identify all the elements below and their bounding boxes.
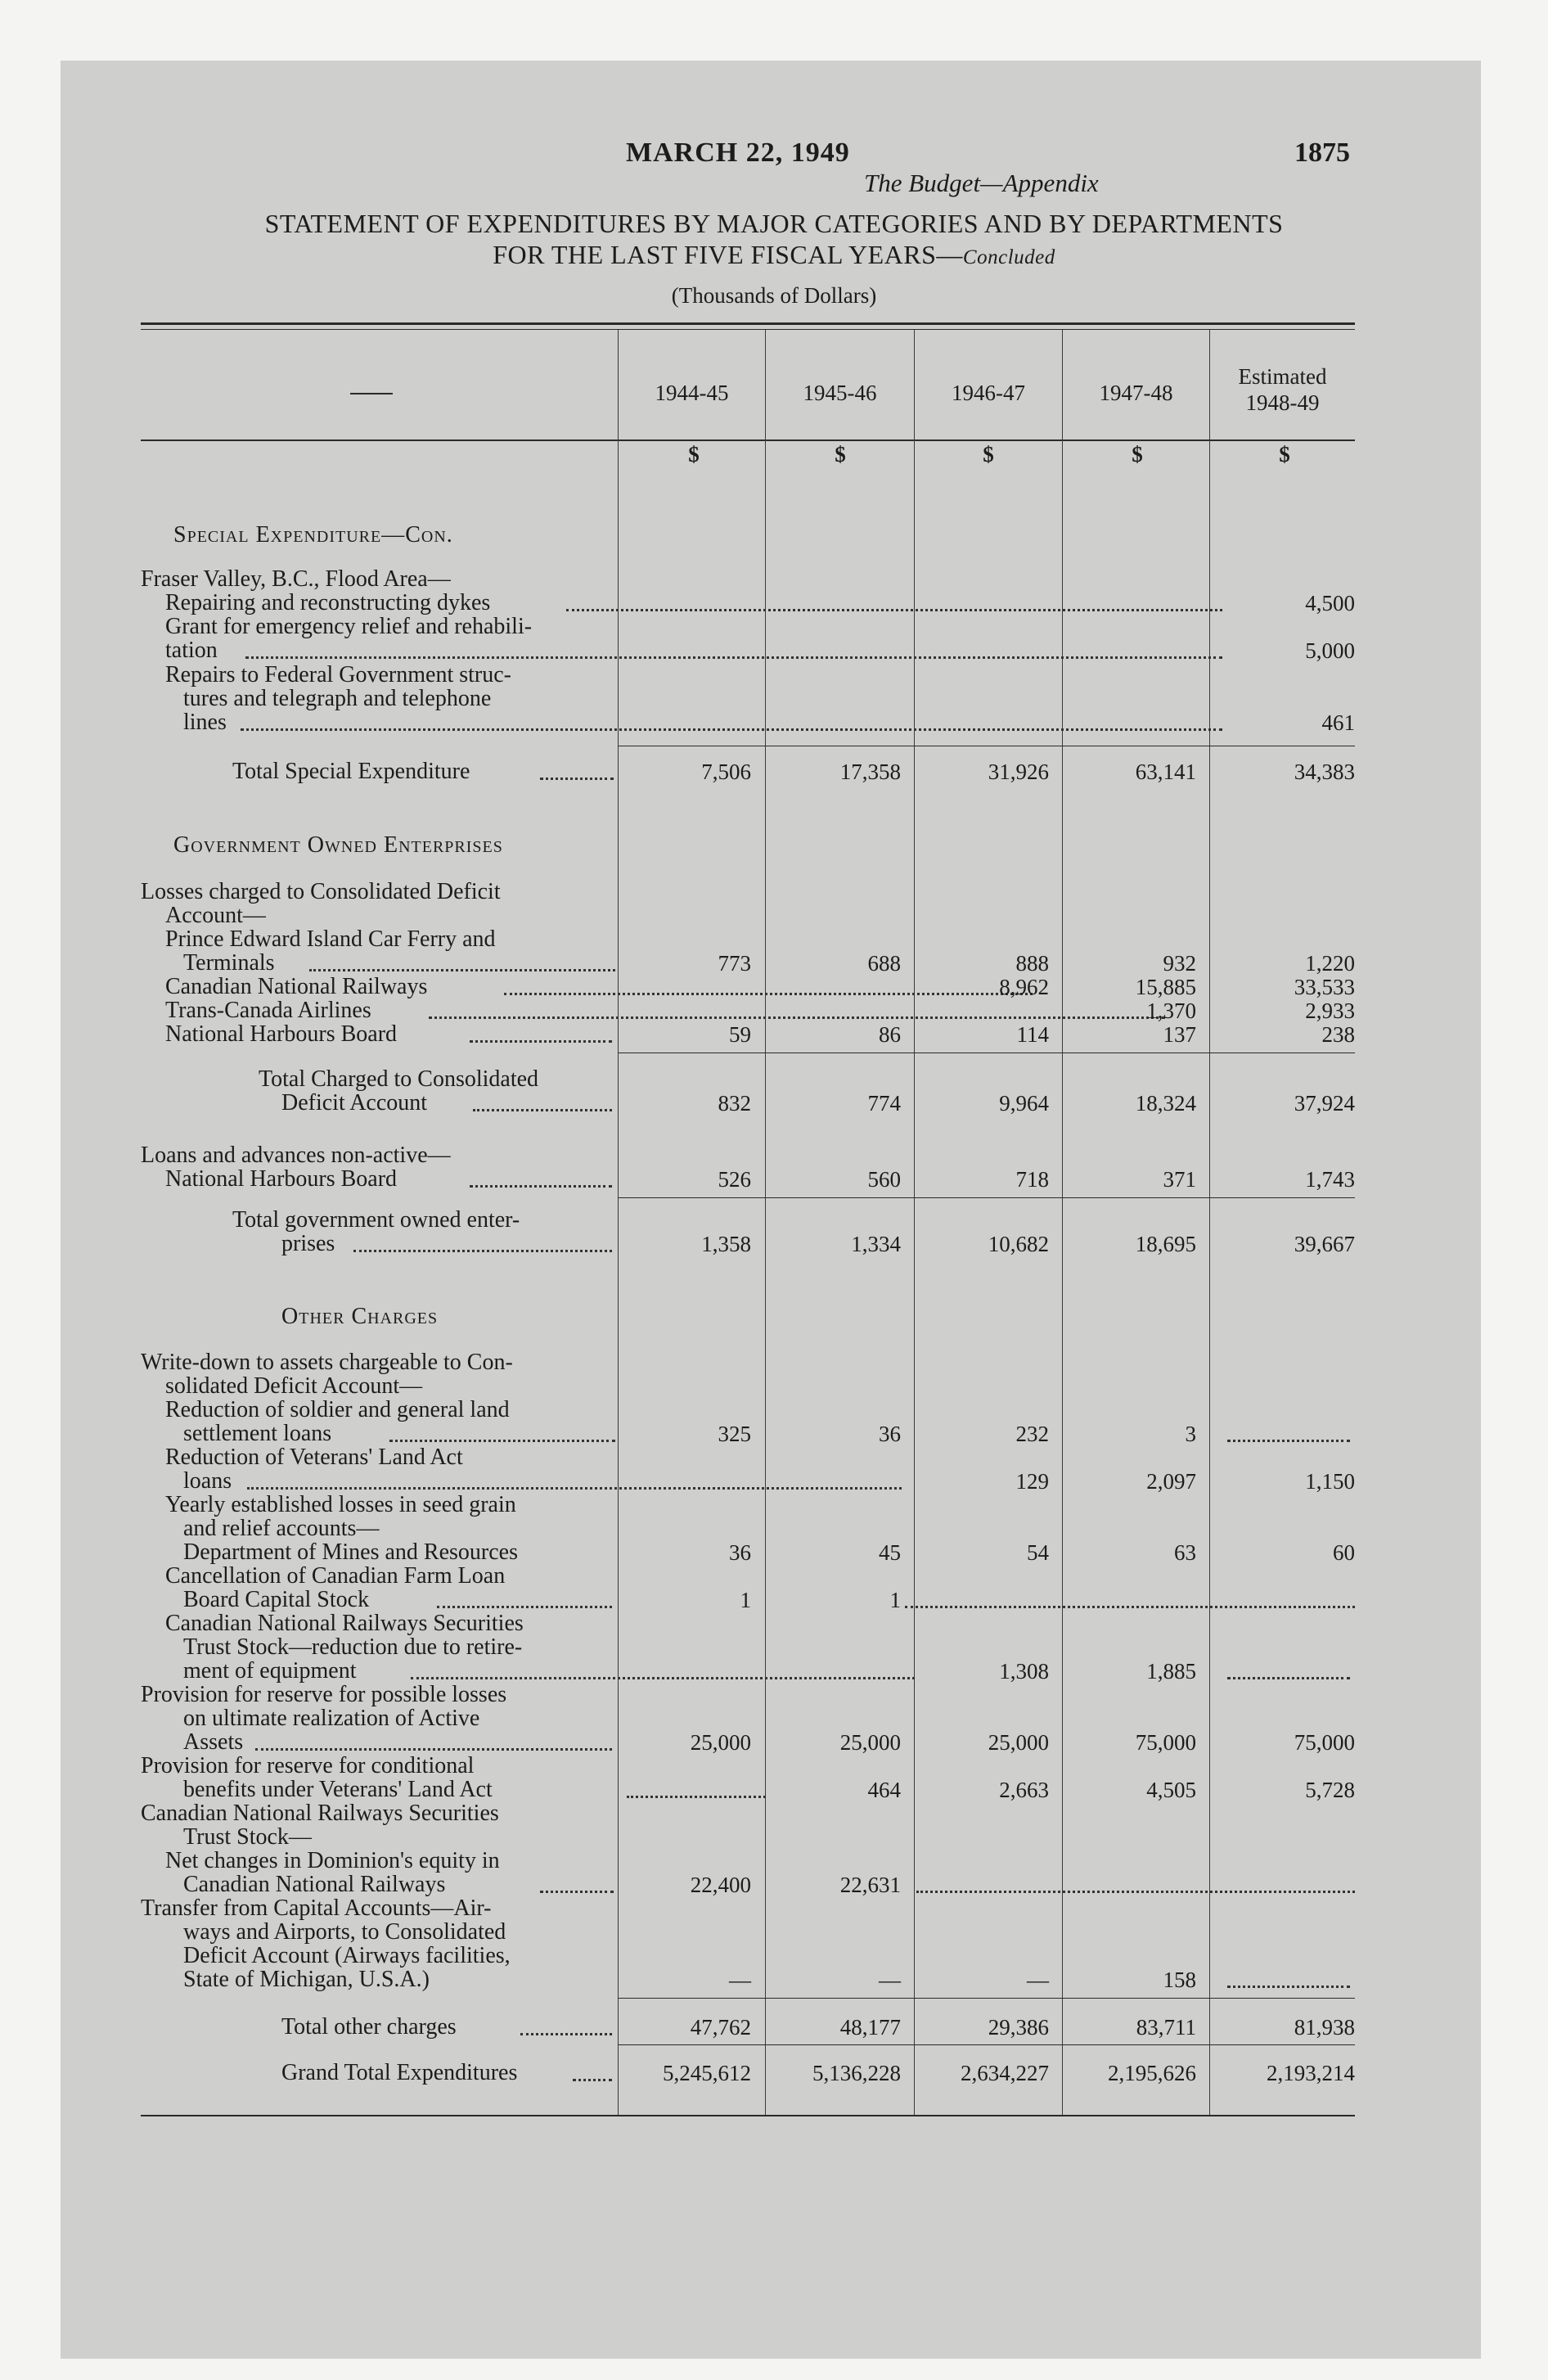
cell-value: 31,926 bbox=[988, 760, 1049, 784]
subtotal-rule bbox=[618, 1998, 1355, 1999]
table-bottom-rule bbox=[141, 2115, 1355, 2116]
row-label: Canadian National Railways bbox=[183, 1872, 446, 1897]
row-label: Transfer from Capital Accounts—Air- bbox=[141, 1895, 492, 1921]
cell-value: 45 bbox=[879, 1540, 901, 1565]
dot-leader bbox=[255, 1747, 612, 1751]
column-header: 1944-45 bbox=[655, 381, 729, 405]
header-bottom-rule bbox=[141, 439, 1355, 441]
cell-value: 60 bbox=[1333, 1540, 1355, 1565]
cell-value: 4,500 bbox=[1305, 591, 1355, 615]
row-label: Grand Total Expenditures bbox=[281, 2060, 518, 2085]
column-header: 1947-48 bbox=[1099, 381, 1173, 405]
dot-leader bbox=[916, 1889, 1355, 1893]
cell-value: 18,695 bbox=[1135, 1232, 1196, 1256]
row-label: Canadian National Railways Securities bbox=[141, 1801, 499, 1826]
cell-value: 54 bbox=[1027, 1540, 1049, 1565]
row-label: Canadian National Railways bbox=[165, 974, 428, 999]
cell-value: 2,097 bbox=[1146, 1469, 1196, 1494]
cell-value: 5,245,612 bbox=[663, 2061, 751, 2085]
cell-value: 2,663 bbox=[999, 1778, 1049, 1802]
cell-value: 33,533 bbox=[1294, 975, 1355, 999]
cell-value: 1,150 bbox=[1305, 1469, 1355, 1494]
cell-value: 5,136,228 bbox=[812, 2061, 901, 2085]
row-label: Deficit Account bbox=[281, 1090, 428, 1116]
row-label: Trust Stock— bbox=[183, 1824, 312, 1850]
dot-leader bbox=[905, 1604, 1355, 1608]
row-label: Trust Stock—reduction due to retire- bbox=[183, 1634, 523, 1660]
cell-value: 47,762 bbox=[690, 2015, 751, 2040]
row-label: Net changes in Dominion's equity in bbox=[165, 1848, 500, 1873]
row-label: Provision for reserve for conditional bbox=[141, 1753, 475, 1778]
dot-leader bbox=[309, 967, 615, 971]
row-label: Assets bbox=[183, 1729, 244, 1755]
page-running-head: The Budget—Appendix bbox=[864, 169, 1099, 197]
subtotal-rule bbox=[618, 1197, 1355, 1198]
row-label: lines bbox=[183, 710, 227, 735]
row-label: Canadian National Railways Securities bbox=[165, 1611, 524, 1636]
dot-leader bbox=[566, 607, 1222, 611]
cell-value: 774 bbox=[867, 1091, 901, 1116]
cell-value: 8,962 bbox=[999, 975, 1049, 999]
cell-value: 25,000 bbox=[839, 1730, 901, 1755]
cell-value: 75,000 bbox=[1294, 1730, 1355, 1755]
cell-value: 29,386 bbox=[988, 2015, 1049, 2040]
cell-value: 2,933 bbox=[1305, 998, 1355, 1023]
table-top-rule-thin bbox=[141, 329, 1355, 330]
cell-value: 17,358 bbox=[839, 760, 901, 784]
cell-value: 2,195,626 bbox=[1108, 2061, 1196, 2085]
cell-value: 526 bbox=[718, 1167, 751, 1192]
cell-value: 1,370 bbox=[1146, 998, 1196, 1023]
cell-value: 22,631 bbox=[839, 1873, 901, 1897]
cell-value: 48,177 bbox=[839, 2015, 901, 2040]
cell-value: 3 bbox=[1185, 1422, 1196, 1446]
cell-value: 932 bbox=[1163, 951, 1196, 976]
cell-value: 773 bbox=[718, 951, 751, 976]
currency-sign: $ bbox=[1279, 442, 1290, 467]
dot-leader bbox=[573, 2077, 612, 2081]
dot-leader bbox=[245, 655, 1222, 659]
cell-value: 888 bbox=[1015, 951, 1049, 976]
cell-value: 832 bbox=[718, 1091, 751, 1116]
page-number: 1875 bbox=[1294, 137, 1350, 168]
cell-value: 718 bbox=[1015, 1167, 1049, 1192]
cell-value: 158 bbox=[1163, 1968, 1196, 1992]
cell-value: 1 bbox=[740, 1588, 751, 1612]
statement-title-line2: FOR THE LAST FIVE FISCAL YEARS—Concluded bbox=[493, 240, 1055, 269]
cell-value: 1,308 bbox=[999, 1659, 1049, 1684]
row-label: National Harbours Board bbox=[165, 1166, 398, 1192]
row-label: on ultimate realization of Active bbox=[183, 1706, 480, 1731]
cell-value: 1 bbox=[889, 1588, 901, 1612]
cell-value: 464 bbox=[867, 1778, 901, 1802]
row-label: Total government owned enter- bbox=[232, 1207, 520, 1233]
cell-value: 2,193,214 bbox=[1267, 2061, 1355, 2085]
row-label: Fraser Valley, B.C., Flood Area— bbox=[141, 566, 451, 592]
row-label: Account— bbox=[165, 903, 266, 928]
column-header: 1945-46 bbox=[803, 381, 877, 405]
row-label: and relief accounts— bbox=[183, 1516, 380, 1541]
row-label: Reduction of Veterans' Land Act bbox=[165, 1445, 463, 1470]
cell-value: 5,728 bbox=[1305, 1778, 1355, 1802]
column-divider bbox=[914, 330, 915, 2115]
cell-value: 63 bbox=[1174, 1540, 1196, 1565]
cell-value: 22,400 bbox=[690, 1873, 751, 1897]
row-label: Cancellation of Canadian Farm Loan bbox=[165, 1563, 506, 1589]
dot-leader bbox=[540, 776, 614, 780]
cell-value: — bbox=[729, 1968, 751, 1992]
currency-sign: $ bbox=[835, 442, 846, 467]
table-top-rule bbox=[141, 322, 1355, 325]
cell-value: — bbox=[1027, 1968, 1049, 1992]
cell-value: — bbox=[879, 1968, 901, 1992]
cell-value: 1,885 bbox=[1146, 1659, 1196, 1684]
row-label: Loans and advances non-active— bbox=[141, 1143, 451, 1168]
dot-leader bbox=[353, 1248, 612, 1252]
row-label: loans bbox=[183, 1468, 232, 1494]
column-divider bbox=[1209, 330, 1210, 2115]
dot-leader bbox=[473, 1107, 612, 1111]
cell-value: 34,383 bbox=[1294, 760, 1355, 784]
column-header: Estimated 1948-49 bbox=[1238, 364, 1327, 415]
cell-value: 15,885 bbox=[1135, 975, 1196, 999]
cell-value: 238 bbox=[1321, 1022, 1355, 1047]
cell-value: 371 bbox=[1163, 1167, 1196, 1192]
column-divider bbox=[765, 330, 766, 2115]
cell-value: 129 bbox=[1015, 1469, 1049, 1494]
row-label: Provision for reserve for possible losses bbox=[141, 1682, 507, 1707]
row-label: Total Special Expenditure bbox=[232, 759, 470, 784]
cell-value: 18,324 bbox=[1135, 1091, 1196, 1116]
cell-value: 114 bbox=[1016, 1022, 1049, 1047]
row-label: Total Charged to Consolidated bbox=[259, 1066, 539, 1092]
cell-value: 81,938 bbox=[1294, 2015, 1355, 2040]
cell-value: 688 bbox=[867, 951, 901, 976]
row-label: Deficit Account (Airways facilities, bbox=[183, 1943, 511, 1968]
row-label: Repairing and reconstructing dykes bbox=[165, 590, 491, 615]
row-label: settlement loans bbox=[183, 1421, 332, 1446]
row-label: Grant for emergency relief and rehabili- bbox=[165, 614, 533, 639]
cell-value: 37,924 bbox=[1294, 1091, 1355, 1116]
cell-value: 7,506 bbox=[701, 760, 751, 784]
cell-value: 86 bbox=[879, 1022, 901, 1047]
currency-sign: $ bbox=[983, 442, 994, 467]
cell-value: 36 bbox=[879, 1422, 901, 1446]
row-label: Total other charges bbox=[281, 2014, 457, 2040]
row-label: Trans-Canada Airlines bbox=[165, 998, 371, 1023]
cell-value: 39,667 bbox=[1294, 1232, 1355, 1256]
currency-sign: $ bbox=[688, 442, 700, 467]
row-label: Losses charged to Consolidated Deficit bbox=[141, 879, 501, 904]
cell-value: 2,634,227 bbox=[961, 2061, 1049, 2085]
dot-leader bbox=[1227, 1438, 1350, 1442]
dot-leader bbox=[437, 1604, 612, 1608]
row-label: Prince Edward Island Car Ferry and bbox=[165, 926, 496, 952]
dot-leader bbox=[470, 1039, 612, 1043]
row-label: ment of equipment bbox=[183, 1658, 357, 1684]
cell-value: 232 bbox=[1015, 1422, 1049, 1446]
row-label: tation bbox=[165, 638, 218, 663]
row-label: Department of Mines and Resources bbox=[183, 1539, 518, 1565]
cell-value: 75,000 bbox=[1135, 1730, 1196, 1755]
statement-title: STATEMENT OF EXPENDITURES BY MAJOR CATEGORIES AND BY DEPARTMENTS bbox=[264, 209, 1284, 238]
row-label: Terminals bbox=[183, 950, 275, 976]
cell-value: 1,220 bbox=[1305, 951, 1355, 976]
currency-sign: $ bbox=[1132, 442, 1143, 467]
cell-value: 560 bbox=[867, 1167, 901, 1192]
cell-value: 9,964 bbox=[999, 1091, 1049, 1116]
row-label: Reduction of soldier and general land bbox=[165, 1397, 510, 1422]
units-note: (Thousands of Dollars) bbox=[671, 283, 877, 308]
cell-value: 25,000 bbox=[690, 1730, 751, 1755]
column-header: 1946-47 bbox=[952, 381, 1025, 405]
dot-leader bbox=[520, 2031, 612, 2035]
row-label: solidated Deficit Account— bbox=[165, 1373, 423, 1399]
section-heading: Other Charges bbox=[281, 1304, 439, 1329]
dot-leader bbox=[389, 1438, 615, 1442]
row-label: Repairs to Federal Government struc- bbox=[165, 662, 511, 687]
cell-value: 137 bbox=[1163, 1022, 1196, 1047]
stub-header-dash bbox=[350, 393, 393, 394]
cell-value: 36 bbox=[729, 1540, 751, 1565]
cell-value: 25,000 bbox=[988, 1730, 1049, 1755]
cell-value: 83,711 bbox=[1136, 2015, 1196, 2040]
column-divider bbox=[1062, 330, 1063, 2115]
section-heading: Government Owned Enterprises bbox=[173, 832, 503, 858]
cell-value: 1,358 bbox=[701, 1232, 751, 1256]
cell-value: 10,682 bbox=[988, 1232, 1049, 1256]
cell-value: 4,505 bbox=[1146, 1778, 1196, 1802]
cell-value: 325 bbox=[718, 1422, 751, 1446]
cell-value: 1,334 bbox=[851, 1232, 901, 1256]
row-label: Write-down to assets chargeable to Con- bbox=[141, 1350, 513, 1375]
dot-leader bbox=[1227, 1984, 1350, 1988]
row-label: State of Michigan, U.S.A.) bbox=[183, 1967, 430, 1992]
dot-leader bbox=[627, 1794, 766, 1798]
row-label: Board Capital Stock bbox=[183, 1587, 370, 1612]
dot-leader bbox=[470, 1183, 612, 1188]
dot-leader bbox=[411, 1675, 915, 1679]
row-label: benefits under Veterans' Land Act bbox=[183, 1777, 493, 1802]
dot-leader bbox=[540, 1889, 614, 1893]
row-label: prises bbox=[281, 1231, 335, 1256]
column-divider bbox=[618, 330, 619, 2115]
row-label: tures and telegraph and telephone bbox=[183, 686, 492, 711]
cell-value: 5,000 bbox=[1305, 638, 1355, 663]
cell-value: 461 bbox=[1321, 710, 1355, 735]
cell-value: 1,743 bbox=[1305, 1167, 1355, 1192]
dot-leader bbox=[241, 727, 1222, 731]
page-date: MARCH 22, 1949 bbox=[626, 137, 850, 168]
subtotal-rule bbox=[618, 2044, 1355, 2045]
row-label: National Harbours Board bbox=[165, 1021, 398, 1047]
cell-value: 59 bbox=[729, 1022, 751, 1047]
row-label: ways and Airports, to Consolidated bbox=[183, 1919, 506, 1945]
section-heading: Special Expenditure—Con. bbox=[173, 522, 453, 548]
dot-leader bbox=[1227, 1675, 1350, 1679]
dot-leader bbox=[429, 1015, 1165, 1019]
cell-value: 63,141 bbox=[1135, 760, 1196, 784]
dot-leader bbox=[247, 1485, 902, 1490]
row-label: Yearly established losses in seed grain bbox=[165, 1492, 516, 1517]
